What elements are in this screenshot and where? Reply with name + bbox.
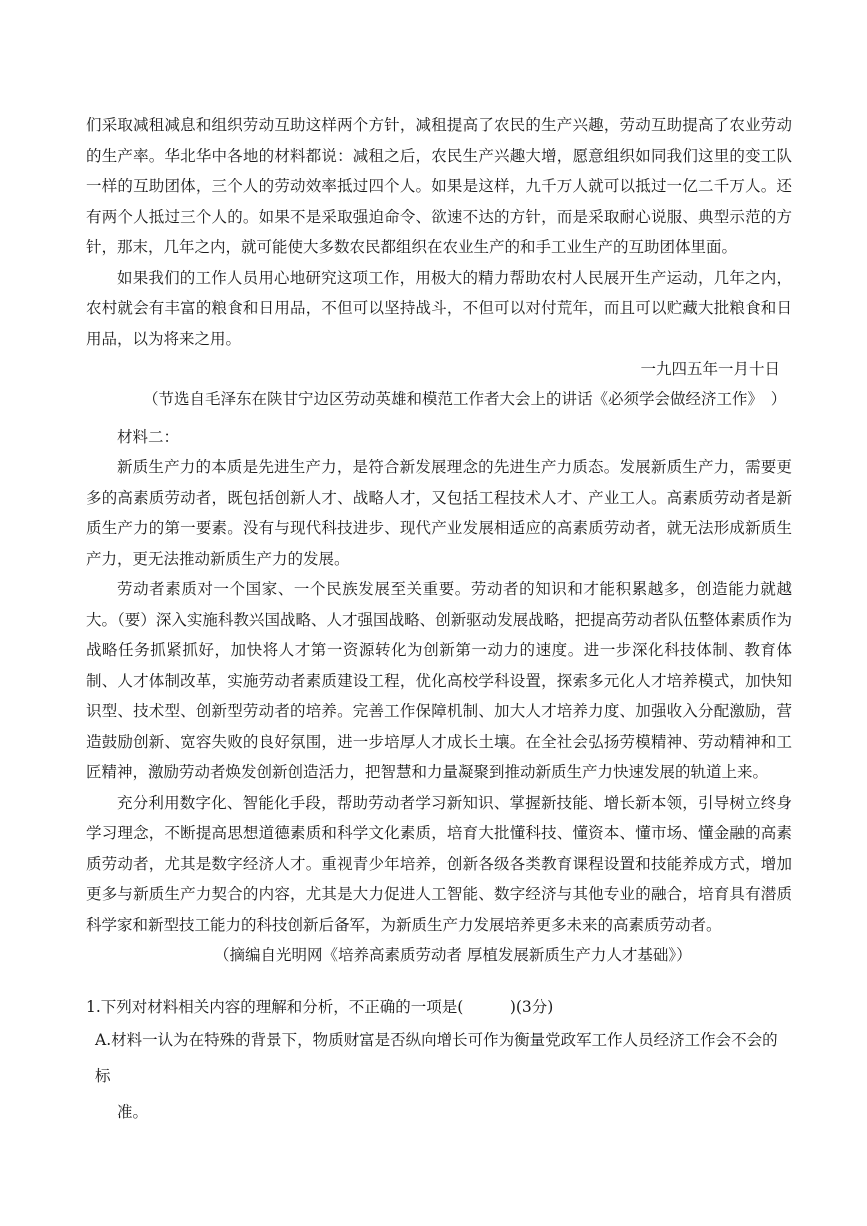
material-two-heading: 材料二：: [117, 428, 180, 446]
option-a-continuation: 准。: [117, 1103, 149, 1121]
question-stem: 1.下列对材料相关内容的理解和分析，不正确的一项是( )(3分): [86, 998, 554, 1016]
material-one-paragraph-2: 如果我们的工作人员用心地研究这项工作，用极大的精力帮助农村人民展开生产运动，几年之内，农村就会有丰富的粮食和日用品，不但可以坚持战斗，不但可以对付荒年，而且可以贮藏大批粮食和日用品，以为将来之用。: [86, 268, 792, 348]
speech-date: 一九四五年一月十日: [640, 360, 780, 378]
option-a: A.材料一认为在特殊的背景下，物质财富是否纵向增长可作为衡量党政军工作人员经济工作会不会的标: [95, 1031, 778, 1085]
material-two-paragraph-3: 充分利用数字化、智能化手段，帮助劳动者学习新知识、掌握新技能、增长新本领，引导树立终身学习理念，不断提高思想道德素质和科学文化素质，培育大批懂科技、懂资本、懂市场、懂金融的高素质劳动者，尤其是数字经济人才。重视青少年培养，创新各级各类教育课程设置和技能养成方式，增加更多与新质生产力契合的内容，尤其是大力促进人工智能、数字经济与其他专业的融合，培育具有潜质科学家和新型技工能力的科技创新后备军，为新质生产力发展培养更多未来的高素质劳动者。: [86, 793, 792, 934]
material-one-source: （节选自毛泽东在陕甘宁边区劳动英雄和模范工作者大会上的讲话《必须学会做经济工作》 ）: [143, 390, 787, 408]
material-two-paragraph-2: 劳动者素质对一个国家、一个民族发展至关重要。劳动者的知识和才能积累越多，创造能力就越大。（要）深入实施科教兴国战略、人才强国战略、创新驱动发展战略，把提高劳动者队伍整体素质作为战略任务抓紧抓好，加快将人才第一资源转化为创新第一动力的速度。进一步深化科技体制、教育体制、人才体制改革，实施劳动者素质建设工程，优化高校学科设置，探索多元化人才培养模式，加快知识型、技术型、创新型劳动者的培养。完善工作保障机制、加大人才培养力度、加强收入分配激励，营造鼓励创新、宽容失败的良好氛围，进一步培厚人才成长土壤。在全社会弘扬劳模精神、劳动精神和工匠精神，激励劳动者焕发创新创造活力，把智慧和力量凝聚到推动新质生产力快速发展的轨道上来。: [86, 580, 792, 781]
material-one-paragraph-1: 们采取减租减息和组织劳动互助这样两个方针，减租提高了农民的生产兴趣，劳动互助提高了农业劳动的生产率。华北华中各地的材料都说：减租之后，农民生产兴趣大增，愿意组织如同我们这里的变工队一样的互助团体，三个人的劳动效率抵过四个人。如果是这样，九千万人就可以抵过一亿二千万人。还有两个人抵过三个人的。如果不是采取强迫命令、欲速不达的方针，而是采取耐心说服、典型示范的方针，那末，几年之内，就可能使大多数农民都组织在农业生产的和手工业生产的互助团体里面。: [86, 116, 792, 256]
document-page: [86, 110, 792, 1130]
material-two-source: （摘编自光明网《培养高素质劳动者 厚植发展新质生产力人才基础》）: [214, 946, 692, 964]
material-two-paragraph-1: 新质生产力的本质是先进生产力，是符合新发展理念的先进生产力质态。发展新质生产力，需要更多的高素质劳动者，既包括创新人才、战略人才，又包括工程技术人才、产业工人。高素质劳动者是新质生产力的第一要素。没有与现代科技进步、现代产业发展相适应的高素质劳动者，就无法形成新质生产力，更无法推动新质生产力的发展。: [86, 458, 792, 568]
